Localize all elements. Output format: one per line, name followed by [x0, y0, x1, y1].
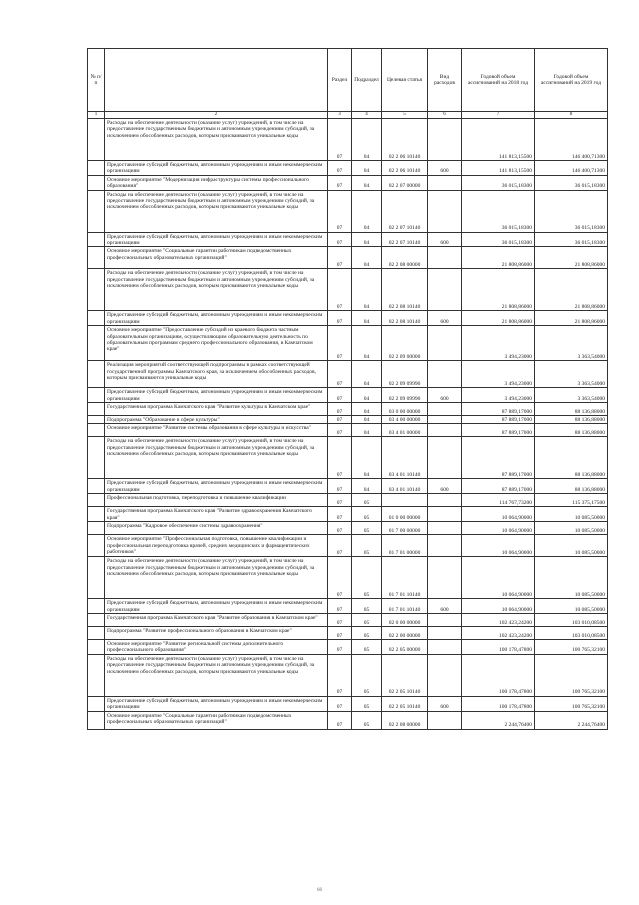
- amount-2018-cell: 10 064,90000: [462, 599, 535, 614]
- row-number-cell: [88, 161, 105, 176]
- vid-cell: [428, 626, 462, 639]
- statya-cell: 03 4 01 10140: [382, 437, 428, 479]
- amount-2019-cell: 100 765,32100: [535, 654, 608, 696]
- row-name-cell: Расходы на обеспечение деятельности (оказание услуг) учреждений, в том числе на предоставление государственным бюджетным и автономным учреждениям субсидий, за исключением обособленных расходов, которым присваиваются уникальные коды: [105, 269, 328, 311]
- podrazdel-cell: 04: [352, 361, 382, 388]
- table-row: [88, 311, 608, 326]
- podrazdel-cell: 05: [352, 522, 382, 535]
- razdel-cell: 07: [328, 437, 352, 479]
- table-row: [88, 639, 608, 654]
- row-name-cell: Основное мероприятие "Модернизация инфраструктуры системы профессионального образования": [105, 175, 328, 190]
- podrazdel-cell: 05: [352, 494, 382, 507]
- statya-cell: 02 2 09 09990: [382, 361, 428, 388]
- vid-cell: [428, 494, 462, 507]
- podrazdel-cell: 05: [352, 557, 382, 599]
- row-name-cell: Расходы на обеспечение деятельности (оказание услуг) учреждений, в том числе на предоставление государственным бюджетным и автономным учреждениям субсидий, за исключением обособленных расходов, которым присваиваются уникальные коды: [105, 437, 328, 479]
- statya-cell: 03 0 00 00000: [382, 403, 428, 416]
- razdel-cell: 07: [328, 479, 352, 494]
- podrazdel-cell: 05: [352, 507, 382, 522]
- vid-cell: [428, 326, 462, 361]
- row-number-cell: [88, 535, 105, 557]
- vid-cell: [428, 535, 462, 557]
- statya-cell: 01 7 01 10140: [382, 599, 428, 614]
- table-row: [88, 535, 608, 557]
- statya-cell: 02 2 08 00000: [382, 247, 428, 269]
- statya-cell: 02 2 07 00000: [382, 175, 428, 190]
- razdel-cell: 07: [328, 494, 352, 507]
- row-name-cell: Подпрограмма "Развитие профессионального образования в Камчатском крае": [105, 626, 328, 639]
- row-number-cell: [88, 232, 105, 247]
- vid-cell: [428, 522, 462, 535]
- statya-cell: 02 2 00 00000: [382, 626, 428, 639]
- page-number: 66: [317, 888, 322, 893]
- amount-2019-cell: 103 010,08500: [535, 613, 608, 626]
- razdel-cell: 07: [328, 269, 352, 311]
- amount-2018-cell: 3 494,23000: [462, 388, 535, 403]
- row-number-cell: [88, 190, 105, 232]
- statya-cell: 02 2 08 10140: [382, 269, 428, 311]
- amount-2019-cell: 3 363,54000: [535, 388, 608, 403]
- table-row: [88, 437, 608, 479]
- amount-2019-cell: 88 136,88000: [535, 403, 608, 416]
- index-cell: 8: [535, 112, 608, 119]
- row-name-cell: Основное мероприятие "Предоставление субсидий из краевого бюджета частным образовательным организациям, осуществляющим образовательную деятельность по образовательным программам среднего профессионального образования, в Камчатском крае": [105, 326, 328, 361]
- amount-2018-cell: 21 808,86000: [462, 311, 535, 326]
- amount-2019-cell: 115 375,17500: [535, 494, 608, 507]
- table-row: [88, 494, 608, 507]
- podrazdel-cell: 04: [352, 311, 382, 326]
- podrazdel-cell: 04: [352, 437, 382, 479]
- vid-cell: 600: [428, 696, 462, 711]
- row-number-cell: [88, 437, 105, 479]
- row-number-cell: [88, 507, 105, 522]
- amount-2018-cell: 100 178,47800: [462, 639, 535, 654]
- vid-cell: [428, 416, 462, 424]
- row-number-cell: [88, 311, 105, 326]
- podrazdel-cell: 04: [352, 403, 382, 416]
- row-number-cell: [88, 326, 105, 361]
- budget-table: [87, 48, 608, 730]
- podrazdel-cell: 05: [352, 711, 382, 729]
- row-number-cell: [88, 613, 105, 626]
- amount-2018-cell: 114 767,73200: [462, 494, 535, 507]
- row-name-cell: Профессиональная подготовка, переподготовка и повышение квалификации: [105, 494, 328, 507]
- amount-2018-cell: 141 813,15500: [462, 119, 535, 161]
- vid-cell: 600: [428, 599, 462, 614]
- amount-2018-cell: 3 494,23000: [462, 326, 535, 361]
- amount-2019-cell: 21 808,86000: [535, 247, 608, 269]
- razdel-cell: 07: [328, 626, 352, 639]
- razdel-cell: 07: [328, 696, 352, 711]
- row-number-cell: [88, 599, 105, 614]
- razdel-cell: 07: [328, 639, 352, 654]
- podrazdel-cell: 04: [352, 119, 382, 161]
- row-number-cell: [88, 424, 105, 437]
- vid-cell: [428, 557, 462, 599]
- row-name-cell: Предоставление субсидий бюджетным, автономным учреждениям и иным некоммерческим организациям: [105, 479, 328, 494]
- amount-2018-cell: 10 064,90000: [462, 557, 535, 599]
- amount-2018-cell: 10 064,90000: [462, 507, 535, 522]
- statya-cell: 02 2 05 10140: [382, 654, 428, 696]
- podrazdel-cell: 04: [352, 247, 382, 269]
- header-row: [88, 49, 608, 112]
- table-row: [88, 507, 608, 522]
- col-header-number: № п/п: [88, 49, 105, 112]
- column-index-row: [88, 112, 608, 119]
- razdel-cell: 07: [328, 175, 352, 190]
- row-number-cell: [88, 247, 105, 269]
- table-row: [88, 626, 608, 639]
- statya-cell: 02 2 08 00000: [382, 711, 428, 729]
- amount-2019-cell: 10 085,50000: [535, 535, 608, 557]
- col-header-2019: Годовой объем ассигнований на 2019 год: [535, 49, 608, 112]
- table-row: [88, 424, 608, 437]
- table-row: [88, 696, 608, 711]
- razdel-cell: 07: [328, 190, 352, 232]
- razdel-cell: 07: [328, 416, 352, 424]
- podrazdel-cell: 04: [352, 232, 382, 247]
- row-number-cell: [88, 711, 105, 729]
- amount-2018-cell: 87 889,17000: [462, 479, 535, 494]
- razdel-cell: 07: [328, 361, 352, 388]
- podrazdel-cell: 04: [352, 388, 382, 403]
- row-name-cell: Расходы на обеспечение деятельности (оказание услуг) учреждений, в том числе на предоставление государственным бюджетным и автономным учреждениям субсидий, за исключением обособленных расходов, которым присваиваются уникальные коды: [105, 654, 328, 696]
- table-row: [88, 479, 608, 494]
- table-row: [88, 416, 608, 424]
- razdel-cell: 07: [328, 654, 352, 696]
- table-row: [88, 388, 608, 403]
- row-number-cell: [88, 416, 105, 424]
- statya-cell: 02 2 07 10140: [382, 232, 428, 247]
- amount-2019-cell: 21 808,86000: [535, 269, 608, 311]
- amount-2019-cell: 103 010,08500: [535, 626, 608, 639]
- vid-cell: 600: [428, 232, 462, 247]
- row-name-cell: Основное мероприятие "Развитие системы образования в сфере культуры и искусства": [105, 424, 328, 437]
- amount-2019-cell: 36 015,18300: [535, 232, 608, 247]
- col-header-2018: Годовой объем ассигнований на 2018 год: [462, 49, 535, 112]
- row-number-cell: [88, 639, 105, 654]
- table-row: [88, 557, 608, 599]
- podrazdel-cell: 05: [352, 535, 382, 557]
- index-cell: 6: [428, 112, 462, 119]
- row-name-cell: Подпрограмма "Образование в сфере культуры": [105, 416, 328, 424]
- row-number-cell: [88, 403, 105, 416]
- razdel-cell: 07: [328, 119, 352, 161]
- statya-cell: 03 4 01 10140: [382, 479, 428, 494]
- amount-2018-cell: 102 423,24200: [462, 626, 535, 639]
- row-name-cell: Расходы на обеспечение деятельности (оказание услуг) учреждений, в том числе на предоставление государственным бюджетным и автономным учреждениям субсидий, за исключением обособленных расходов, которым присваиваются уникальные коды: [105, 190, 328, 232]
- col-header-podrazdel: Подраздел: [352, 49, 382, 112]
- table-row: [88, 613, 608, 626]
- table-row: [88, 599, 608, 614]
- amount-2019-cell: 100 765,32100: [535, 696, 608, 711]
- podrazdel-cell: 05: [352, 654, 382, 696]
- podrazdel-cell: 05: [352, 613, 382, 626]
- row-name-cell: Реализация мероприятий соответствующей подпрограммы в рамках соответствующей государственной программы Камчатского края, за исключением обособленных расходов, которым присваиваются уникальные коды: [105, 361, 328, 388]
- statya-cell: 01 7 01 10140: [382, 557, 428, 599]
- razdel-cell: 07: [328, 388, 352, 403]
- razdel-cell: 07: [328, 711, 352, 729]
- index-cell: 4: [352, 112, 382, 119]
- row-number-cell: [88, 361, 105, 388]
- vid-cell: [428, 361, 462, 388]
- table-row: [88, 269, 608, 311]
- statya-cell: 03 4 01 00000: [382, 424, 428, 437]
- razdel-cell: 07: [328, 613, 352, 626]
- amount-2018-cell: 36 015,18300: [462, 190, 535, 232]
- col-header-name: [105, 49, 328, 112]
- amount-2018-cell: 2 244,76400: [462, 711, 535, 729]
- amount-2019-cell: 10 085,50000: [535, 507, 608, 522]
- razdel-cell: 07: [328, 247, 352, 269]
- podrazdel-cell: 04: [352, 269, 382, 311]
- podrazdel-cell: 05: [352, 639, 382, 654]
- vid-cell: 600: [428, 479, 462, 494]
- amount-2019-cell: 146 400,71300: [535, 161, 608, 176]
- table-row: [88, 361, 608, 388]
- amount-2018-cell: 87 889,17000: [462, 424, 535, 437]
- amount-2019-cell: 88 136,88000: [535, 424, 608, 437]
- statya-cell: 02 2 07 10140: [382, 190, 428, 232]
- amount-2019-cell: 3 363,54000: [535, 326, 608, 361]
- vid-cell: [428, 175, 462, 190]
- amount-2018-cell: 141 813,15500: [462, 161, 535, 176]
- podrazdel-cell: 04: [352, 424, 382, 437]
- row-name-cell: Государственная программа Камчатского края "Развитие образования в Камчатском крае": [105, 613, 328, 626]
- podrazdel-cell: 04: [352, 175, 382, 190]
- statya-cell: 01 0 00 00000: [382, 507, 428, 522]
- row-name-cell: Государственная программа Камчатского края "Развитие здравоохранения Камчатского края": [105, 507, 328, 522]
- amount-2018-cell: 10 064,90000: [462, 535, 535, 557]
- vid-cell: [428, 403, 462, 416]
- row-name-cell: Основное мероприятие "Развитие региональной системы дополнительного профессионального образования": [105, 639, 328, 654]
- statya-cell: 02 2 05 10140: [382, 696, 428, 711]
- razdel-cell: 07: [328, 424, 352, 437]
- table-row: [88, 247, 608, 269]
- amount-2019-cell: 88 136,88000: [535, 416, 608, 424]
- vid-cell: [428, 613, 462, 626]
- vid-cell: [428, 424, 462, 437]
- amount-2018-cell: 100 178,47800: [462, 696, 535, 711]
- row-number-cell: [88, 557, 105, 599]
- table-row: [88, 119, 608, 161]
- amount-2018-cell: 21 808,86000: [462, 269, 535, 311]
- row-number-cell: [88, 654, 105, 696]
- table-row: [88, 190, 608, 232]
- index-cell: 1: [88, 112, 105, 119]
- amount-2019-cell: 3 363,54000: [535, 361, 608, 388]
- row-name-cell: Основное мероприятие "Социальные гарантии работникам подведомственных профессиональных образовательных организаций": [105, 711, 328, 729]
- vid-cell: [428, 190, 462, 232]
- amount-2018-cell: 36 015,18300: [462, 175, 535, 190]
- razdel-cell: 07: [328, 326, 352, 361]
- table-row: [88, 232, 608, 247]
- amount-2019-cell: 10 085,50000: [535, 599, 608, 614]
- podrazdel-cell: 05: [352, 626, 382, 639]
- row-name-cell: Предоставление субсидий бюджетным, автономным учреждениям и иным некоммерческим организациям: [105, 232, 328, 247]
- row-name-cell: Государственная программа Камчатского края "Развитие культуры в Камчатском крае": [105, 403, 328, 416]
- row-name-cell: Подпрограмма "Кадровое обеспечение системы здравоохранения": [105, 522, 328, 535]
- row-number-cell: [88, 494, 105, 507]
- vid-cell: [428, 639, 462, 654]
- statya-cell: 02 2 05 00000: [382, 639, 428, 654]
- row-name-cell: Расходы на обеспечение деятельности (оказание услуг) учреждений, в том числе на предоставление государственным бюджетным и автономным учреждениям субсидий, за исключением обособленных расходов, которым присваиваются уникальные коды: [105, 557, 328, 599]
- vid-cell: [428, 507, 462, 522]
- podrazdel-cell: 05: [352, 696, 382, 711]
- col-header-statya: Целевая статья: [382, 49, 428, 112]
- statya-cell: 02 2 09 09990: [382, 388, 428, 403]
- table-row: [88, 403, 608, 416]
- table-row: [88, 522, 608, 535]
- razdel-cell: 07: [328, 507, 352, 522]
- amount-2019-cell: 36 015,18300: [535, 175, 608, 190]
- statya-cell: 03 4 00 00000: [382, 416, 428, 424]
- row-name-cell: Предоставление субсидий бюджетным, автономным учреждениям и иным некоммерческим организациям: [105, 161, 328, 176]
- table-row: [88, 711, 608, 729]
- statya-cell: 01 7 01 00000: [382, 535, 428, 557]
- amount-2018-cell: 87 889,17000: [462, 416, 535, 424]
- amount-2019-cell: 88 136,88000: [535, 479, 608, 494]
- statya-cell: 02 2 08 10140: [382, 311, 428, 326]
- row-name-cell: Расходы на обеспечение деятельности (оказание услуг) учреждений, в том числе на предоставление государственным бюджетным и автономным учреждениям субсидий, за исключением обособленных расходов, которым присваиваются уникальные коды: [105, 119, 328, 161]
- row-number-cell: [88, 696, 105, 711]
- razdel-cell: 07: [328, 161, 352, 176]
- amount-2018-cell: 36 015,18300: [462, 232, 535, 247]
- statya-cell: 02 2 09 00000: [382, 326, 428, 361]
- amount-2018-cell: 87 889,17000: [462, 403, 535, 416]
- podrazdel-cell: 04: [352, 326, 382, 361]
- amount-2019-cell: 10 085,50000: [535, 557, 608, 599]
- row-name-cell: Предоставление субсидий бюджетным, автономным учреждениям и иным некоммерческим организациям: [105, 388, 328, 403]
- row-name-cell: Основное мероприятие "Профессиональная подготовка, повышение квалификации и профессиональная переподготовка врачей, средних медицинских и фармацевтических работников": [105, 535, 328, 557]
- vid-cell: 600: [428, 311, 462, 326]
- amount-2018-cell: 3 494,23000: [462, 361, 535, 388]
- row-name-cell: Предоставление субсидий бюджетным, автономным учреждениям и иным некоммерческим организациям: [105, 311, 328, 326]
- amount-2018-cell: 87 889,17000: [462, 437, 535, 479]
- row-number-cell: [88, 388, 105, 403]
- vid-cell: 600: [428, 388, 462, 403]
- statya-cell: 02 0 00 00000: [382, 613, 428, 626]
- row-name-cell: Предоставление субсидий бюджетным, автономным учреждениям и иным некоммерческим организациям: [105, 599, 328, 614]
- podrazdel-cell: 04: [352, 190, 382, 232]
- statya-cell: 01 7 00 00000: [382, 522, 428, 535]
- table-row: [88, 175, 608, 190]
- col-header-razdel: Раздел: [328, 49, 352, 112]
- amount-2019-cell: 88 136,88000: [535, 437, 608, 479]
- razdel-cell: 07: [328, 403, 352, 416]
- podrazdel-cell: 04: [352, 161, 382, 176]
- row-name-cell: Предоставление субсидий бюджетным, автономным учреждениям и иным некоммерческим организациям: [105, 696, 328, 711]
- vid-cell: [428, 269, 462, 311]
- row-number-cell: [88, 479, 105, 494]
- vid-cell: [428, 119, 462, 161]
- index-cell: 5: [382, 112, 428, 119]
- vid-cell: [428, 247, 462, 269]
- statya-cell: 02 2 06 10140: [382, 161, 428, 176]
- podrazdel-cell: 04: [352, 479, 382, 494]
- statya-cell: 02 2 06 10140: [382, 119, 428, 161]
- index-cell: 7: [462, 112, 535, 119]
- statya-cell: [382, 494, 428, 507]
- amount-2018-cell: 10 064,90000: [462, 522, 535, 535]
- podrazdel-cell: 04: [352, 416, 382, 424]
- razdel-cell: 07: [328, 232, 352, 247]
- razdel-cell: 07: [328, 599, 352, 614]
- razdel-cell: 07: [328, 311, 352, 326]
- table-row: [88, 326, 608, 361]
- row-number-cell: [88, 119, 105, 161]
- row-number-cell: [88, 175, 105, 190]
- row-number-cell: [88, 269, 105, 311]
- row-number-cell: [88, 522, 105, 535]
- podrazdel-cell: 05: [352, 599, 382, 614]
- vid-cell: [428, 711, 462, 729]
- amount-2019-cell: 100 765,32100: [535, 639, 608, 654]
- index-cell: 3: [328, 112, 352, 119]
- row-number-cell: [88, 626, 105, 639]
- amount-2019-cell: 10 085,50000: [535, 522, 608, 535]
- amount-2019-cell: 21 808,86000: [535, 311, 608, 326]
- table-row: [88, 654, 608, 696]
- amount-2018-cell: 100 178,47800: [462, 654, 535, 696]
- index-cell: 2: [105, 112, 328, 119]
- razdel-cell: 07: [328, 535, 352, 557]
- amount-2019-cell: 146 400,71300: [535, 119, 608, 161]
- vid-cell: 600: [428, 161, 462, 176]
- razdel-cell: 07: [328, 557, 352, 599]
- amount-2019-cell: 2 244,76400: [535, 711, 608, 729]
- col-header-vid: Вид расходов: [428, 49, 462, 112]
- amount-2018-cell: 21 808,86000: [462, 247, 535, 269]
- amount-2018-cell: 102 423,24200: [462, 613, 535, 626]
- vid-cell: [428, 654, 462, 696]
- table-row: [88, 161, 608, 176]
- vid-cell: [428, 437, 462, 479]
- razdel-cell: 07: [328, 522, 352, 535]
- amount-2019-cell: 36 015,18300: [535, 190, 608, 232]
- row-name-cell: Основное мероприятие "Социальные гарантии работникам подведомственных профессиональных образовательных организаций": [105, 247, 328, 269]
